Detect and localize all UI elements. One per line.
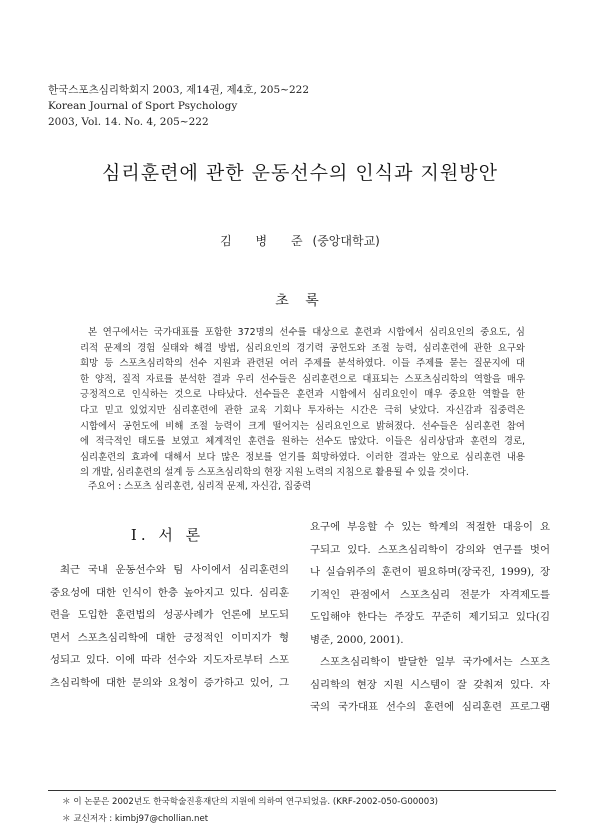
abstract-line: 심리훈련의 효과에 대해서 보다 많은 정보를 얻기를 희망하였다. 이러한 결과는 앞으로 심리훈련 내용 — [80, 451, 525, 463]
paper-title: 심리훈련에 관한 운동선수의 인식과 지원방안 — [102, 162, 498, 184]
abstract-line: 한 양적, 질적 자료를 분석한 결과 우리 선수들은 심리훈련으로 대표되는 스포츠심리학의 역할을 매우 — [80, 373, 525, 385]
author-affiliation: (중앙대학교) — [312, 234, 380, 248]
body-line: 최근 국내 운동선수와 팀 사이에서 심리훈련의 — [60, 564, 289, 576]
abstract-heading: 초 록 — [275, 293, 325, 309]
journal-citation-english-name: Korean Journal of Sport Psychology — [48, 100, 238, 112]
body-line: 기적인 관점에서 스포츠심리 전문가 자격제도를 — [310, 588, 550, 601]
body-line: 면서 스포츠심리학에 대한 긍정적인 이미지가 형 — [50, 631, 289, 644]
abstract-line: 리적 문제의 경험 실태와 해결 방법, 심리요인의 경기력 공헌도와 조절 능력, 심리훈련에 관한 요구와 — [80, 342, 525, 354]
abstract-line: 다고 믿고 있었지만 심리훈련에 관한 교육 기회나 투자하는 시간은 극히 낮았다. 자신감과 집중력은 — [80, 404, 525, 416]
body-line: 련을 도입한 훈련법의 성공사례가 언론에 보도되 — [50, 609, 289, 621]
body-line: 중요성에 대한 인식이 한층 높아지고 있다. 심리훈 — [50, 586, 289, 599]
abstract-line: 시합에서 공헌도에 비해 조절 능력이 크게 떨어지는 심리요인으로 밝혀졌다. 선수들은 심리훈련 참여 — [80, 420, 525, 432]
footnote-corresponding-author: ＊ 교신저자 : kimbj97@chollian.net — [62, 814, 209, 824]
body-line: 병준, 2000, 2001). — [310, 633, 404, 646]
abstract-line: 희망 등 스포츠심리학의 선수 지원과 관련된 여러 주제를 분석하였다. 이들 주제를 묻는 질문지에 대 — [80, 358, 525, 370]
author-line — [0, 232, 600, 249]
body-line: 성되고 있다. 이에 따라 선수와 지도자로부터 스포 — [50, 654, 289, 666]
keywords: 주요어 : 스포츠 심리훈련, 심리적 문제, 자신감, 집중력 — [88, 481, 312, 492]
abstract-line: 본 연구에서는 국가대표를 포함한 372명의 선수를 대상으로 훈련과 시합에서 심리요인의 중요도, 심 — [88, 327, 525, 338]
journal-citation — [48, 82, 309, 130]
body-line: 도입해야 한다는 주장도 꾸준히 제기되고 있다(김 — [310, 611, 550, 623]
body-column-right — [310, 516, 550, 719]
abstract-line: 긍정적으로 인식하는 것으로 나타났다. 선수들은 훈련과 시합에서 심리요인이 매우 중요한 역할을 한 — [80, 389, 525, 401]
body-line: 요구에 부응할 수 있는 학계의 적절한 대응이 요 — [310, 521, 550, 533]
footnote-funding: ＊ 이 논문은 2002년도 한국학술진흥재단의 지원에 의하여 연구되었음. (KRF-2002-050-G00003) — [62, 797, 439, 807]
body-line: 스포츠심리학이 발달한 일부 국가에서는 스포츠 — [320, 656, 550, 668]
abstract-body — [80, 325, 525, 481]
body-line: 국의 국가대표 선수의 훈련에 심리훈련 프로그램 — [310, 701, 550, 713]
section-heading-introduction: Ⅰ. 서 론 — [130, 526, 205, 544]
footnote-divider — [48, 790, 556, 791]
body-line: 나 실습위주의 훈련이 필요하며(장국진, 1999), 장 — [310, 566, 550, 578]
body-line: 심리학의 현장 지원 시스템이 잘 갖춰져 있다. 자 — [310, 678, 550, 691]
journal-citation-volume: 2003, Vol. 14. No. 4, 205∼222 — [48, 116, 209, 128]
abstract-line: 에 적극적인 태도를 보였고 체계적인 훈련을 원하는 선수도 많았다. 이들은 심리상담과 훈련의 경로, — [80, 436, 525, 448]
body-line: 구되고 있다. 스포츠심리학이 강의와 연구를 벗어 — [310, 543, 550, 556]
journal-citation-korean: 한국스포츠심리학회지 2003, 제14권, 제4호, 205∼222 — [48, 84, 310, 96]
author-name: 김 병 준 — [220, 234, 313, 248]
footnotes — [62, 794, 438, 828]
abstract-line: 의 개발, 심리훈련의 설계 등 스포츠심리학의 현장 지원 노력의 지침으로 활용될 수 있을 것이다. — [80, 467, 469, 479]
body-line: 츠심리학에 대한 문의와 요청이 증가하고 있어, 그 — [50, 676, 289, 689]
body-column-left — [50, 559, 289, 694]
